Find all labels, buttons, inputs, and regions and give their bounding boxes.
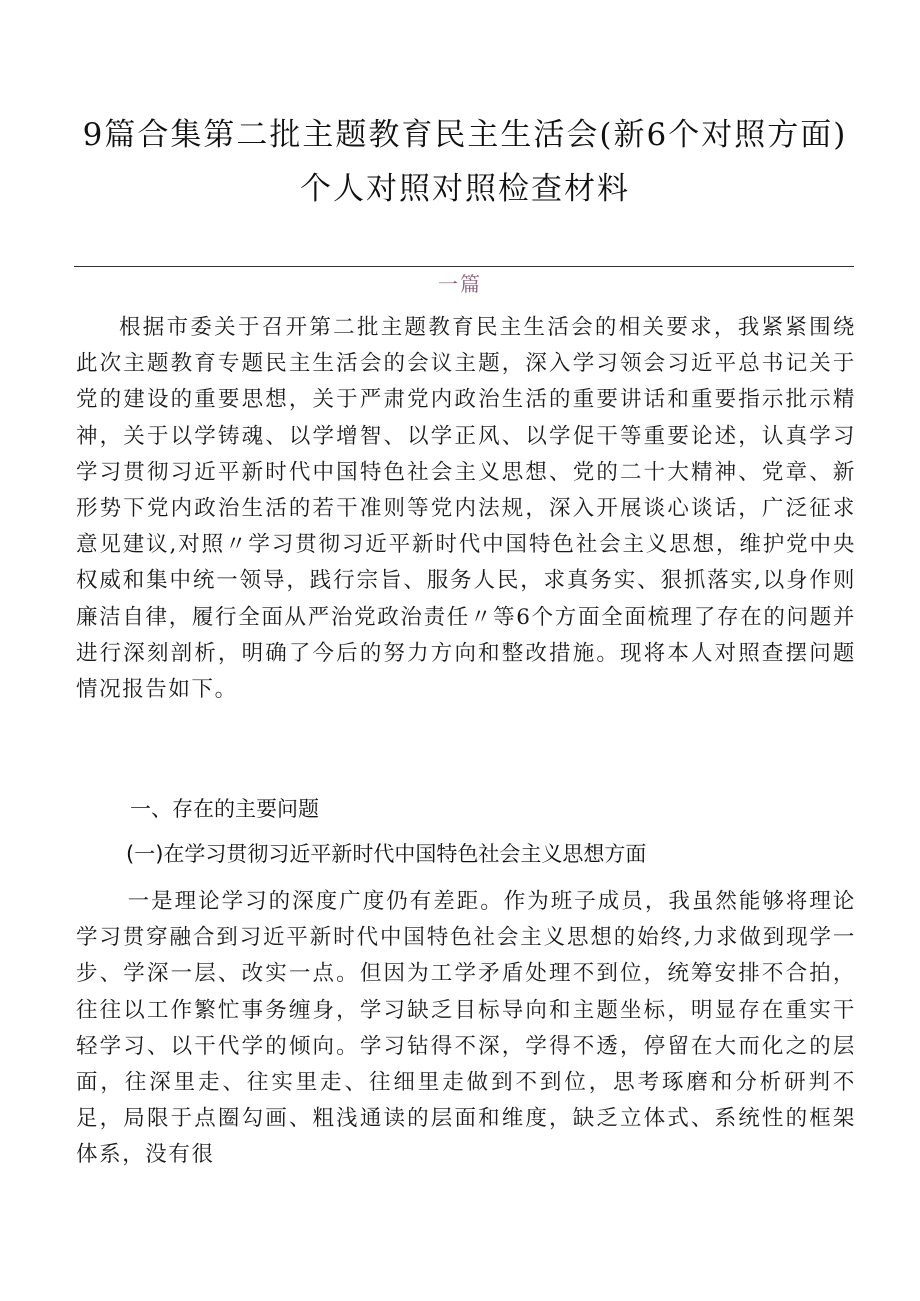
title-divider [74,266,854,267]
heading-level-2: (一)在学习贯彻习近平新时代中国特色社会主义思想方面 [126,842,647,866]
heading-level-1: 一、存在的主要问题 [130,797,319,821]
intro-paragraph: 根据市委关于召开第二批主题教育民主生活会的相关要求，我紧紧围绕此次主题教育专题民主生活会的会议主题，深入学习领会习近平总书记关于党的建设的重要思想，关于严肃党内政治生活的重要讲话和重要指示批示精神，关于以学铸魂、以学增智、以学正风、以学促干等重要论述，认真学习学习贯彻习近平新时代中国特色社会主义思想、党的二十大精神、党章、新形势下党内政治生活的若干准则等党内法规，深入开展谈心谈话，广泛征求意见建议,对照〃学习贯彻习近平新时代中国特色社会主义思想，维护党中央权威和集中统一领导，践行宗旨、服务人民，求真务实、狠抓落实,以身作则廉洁自律，履行全面从严治党政治责任〃等6个方面全面梳理了存在的问题并进行深刻剖析，明确了今后的努力方向和整改措施。现将本人对照查摆问题情况报告如下。 [76,315,856,703]
section-label: 一篇 [438,272,482,296]
document-title: 9篇合集第二批主题教育民主生活会(新6个对照方面)个人对照对照检查材料 [82,117,848,207]
body-paragraph: 一是理论学习的深度广度仍有差距。作为班子成员，我虽然能够将理论学习贯穿融合到习近平新时代中国特色社会主义思想的始终,力求做到现学一步、学深一层、改实一点。但因为工学矛盾处理不到位，统筹安排不合拍，往往以工作繁忙事务缠身，学习缺乏目标导向和主题坐标，明显存在重实干轻学习、以干代学的倾向。学习钻得不深，学得不透，停留在大而化之的层面，往深里走、往实里走、往细里走做到不到位，思考琢磨和分析研判不足，局限于点圈勾画、粗浅通读的层面和维度，缺乏立体式、系统性的框架体系，没有很 [76,889,856,1168]
